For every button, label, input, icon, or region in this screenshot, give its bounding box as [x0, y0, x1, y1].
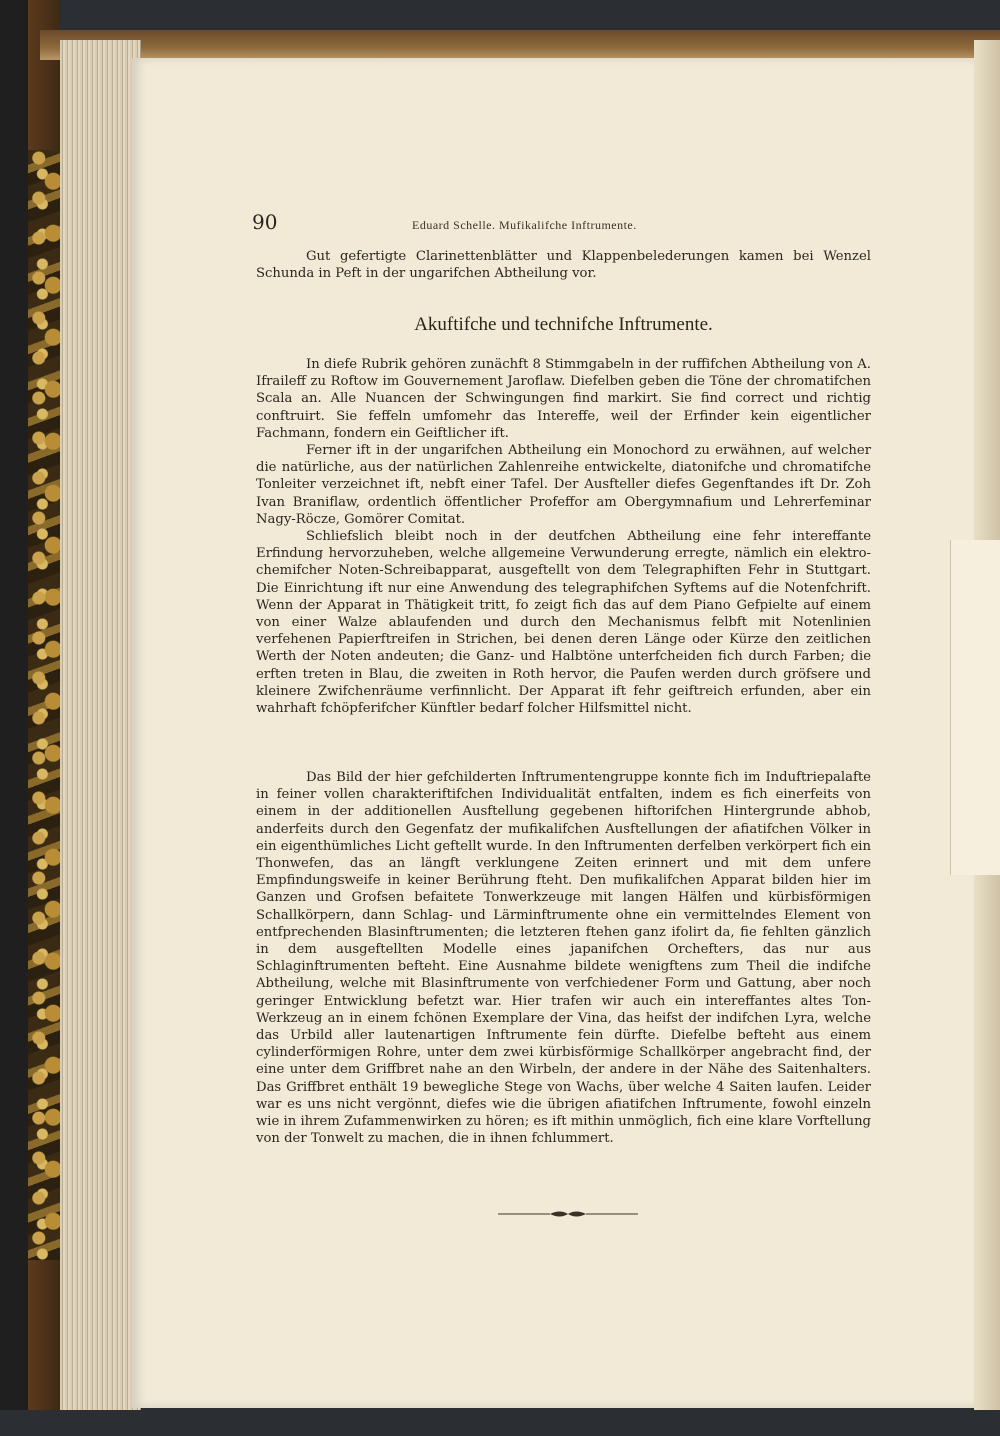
page-header [252, 210, 872, 236]
paragraph-note-writer: Schliefslich bleibt noch in der deutfchen Abtheilung eine fehr intereffante Erfindung hervorzuheben, welche allgemeine Verwunderung erregte, nämlich ein elektro-chemifcher Noten-Schreibapparat, ausgeftellt von dem Telegraphiften Fehr in Stuttgart. Die Einrichtung ift nur eine Anwendung des telegraphifchen Syftems auf die Notenfchrift. Wenn der Apparat in Thätigkeit tritt, fo zeigt fich das auf dem Piano Gefpielte auf einem von einer Walze ablaufenden und durch den Mechanismus felbft mit Notenlinien verfehenen Papierftreifen in Strichen, bei denen deren Länge oder Kürze den zeitlichen Werth der Noten andeuten; die Ganz- und Halbtöne unterfcheiden fich durch Farben; die erften treten in Blau, die zweiten in Roth hervor, die Paufen werden durch gröfsere und kleinere Zwifchenräume verfinnlicht. Der Apparat ift fehr geiftreich erfunden, aber ein wahrhaft fchöpferifcher Künftler bedarf folcher Hilfsmittel nicht. [256, 529, 871, 717]
intro-block [256, 248, 871, 282]
intro-paragraph: Gut gefertigte Clarinettenblätter und Klappenbelederungen kamen bei Wenzel Schunda in Peft in der ungarifchen Abtheilung vor. [256, 249, 871, 282]
paragraph-monochord: Ferner ift in der ungarifchen Abtheilung ein Monochord zu erwähnen, auf welcher die natürliche, aus der natürlichen Zahlenreihe entwickelte, diatonifche und chromatifche Tonleiter verzeichnet ift, nebft einer Tafel. Der Ausfteller diefes Gegenftandes ift Dr. Zoh Ivan Braniflaw, ordentlich öffentlicher Profeffor am Obergymnafium und Lehrerfeminar Nagy-Röcze, Gomörer Comitat. [256, 443, 871, 527]
scan-bottom-band [0, 1410, 1000, 1436]
end-ornament [498, 1206, 638, 1222]
closing-paragraph: Das Bild der hier gefchilderten Inftrumentengruppe konnte fich im Induftriepalafte in feiner vollen charakteriftifchen Individualität entfalten, indem es fich einerfeits von einem in der additionellen Ausftellung gegebenen hiftorifchen Hintergrunde abhob, anderfeits durch den Gegenfatz der mufikalifchen Ausftellungen der afiatifchen Völker in ein eigenthümliches Licht geftellt wurde. In den Inftrumenten derfelben verkörpert fich ein Thonwefen, das an längft verklungene Zeiten erinnert und mit dem unfere Empfindungsweife in keiner Berührung fteht. Den mufikalifchen Apparat bilden hier im Ganzen und Grofsen befaitete Tonwerkzeuge mit langen Hälfen und kürbisförmigen Schallkörpern, dann Schlag- und Lärminftrumente ohne ein vermittelndes Element von entfprechenden Blasinftrumenten; die letzteren ftehen ganz ifolirt da, fie fehlten gänzlich in dem ausgeftellten Modelle eines japanifchen Orchefters, das nur aus Schlaginftrumenten befteht. Eine Ausnahme bildete wenigftens zum Theil die indifche Abtheilung, welche mit Blasinftrumente von verfchiedener Form und Gattung, aber noch geringer Entwicklung befetzt war. Hier trafen wir auch ein intereffantes altes Ton-Werkzeug an in einem fchönen Exemplare der Vina, das heifst der indifchen Lyra, welche das Urbild aller lautenartigen Inftrumente fein dürfte. Diefelbe befteht aus einem cylinderförmigen Rohre, unter dem zwei kürbisförmige Schallkörper angebracht find, der eine unter dem Griffbret nahe an den Wirbeln, der andere in der Nähe des Saitenhalters. Das Griffbret enthält 19 bewegliche Stege von Wachs, über welche 4 Saiten laufen. Leider war es uns nicht vergönnt, diefes wie die übrigen afiatifchen Inftrumente, fowohl einzeln wie in ihrem Zufammenwirken zu hören; es ift mithin unmöglich, fich eine klare Vorftellung von der Tonwelt zu machen, die in ihnen fchlummert. [256, 770, 871, 1147]
running-head: Eduard Schelle. Mufikalifche Inftrumente. [412, 218, 637, 232]
page-stack-edge [60, 40, 141, 1420]
book-binding-top [40, 30, 1000, 60]
closing-block [256, 769, 871, 1147]
paper-slip [950, 540, 1000, 875]
section-title: Akuftifche und technifche Inftrumente. [414, 314, 713, 335]
page-number: 90 [252, 210, 278, 234]
paragraph-tuning-forks: In diefe Rubrik gehören zunächft 8 Stimmgabeln in der ruffifchen Abtheilung von A. Ifraileff zu Roftow im Gouvernement Jaroflaw. Diefelben geben die Töne der chromatifchen Scala an. Alle Nuancen der Schwingungen find markirt. Sie find correct und richtig conftruirt. Sie feffeln umfomehr das Intereffe, weil der Erfinder kein eigentlicher Fachmann, fondern ein Geiftlicher ift. [256, 357, 871, 441]
marbled-cover-edge [28, 150, 64, 1260]
section-body [256, 356, 871, 717]
